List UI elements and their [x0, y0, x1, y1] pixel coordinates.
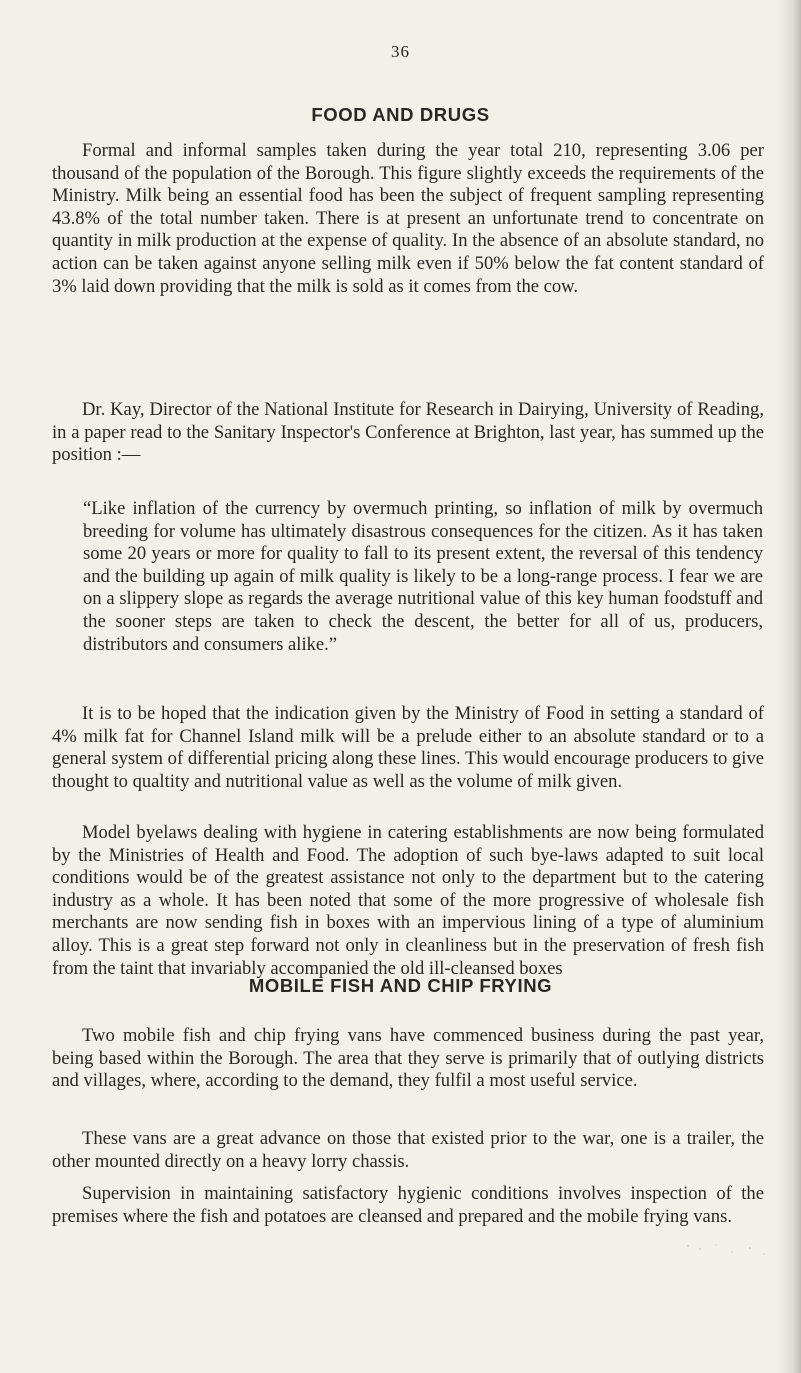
- section-heading-food-and-drugs: FOOD AND DRUGS: [311, 104, 490, 125]
- paragraph-dr-kay: Dr. Kay, Director of the National Institute for Research in Dairying, University of Reading, in a paper read to the Sanitary Inspector's Conference at Brighton, last year, has summed up the position :—: [52, 399, 764, 466]
- page-edge-shadow: [779, 0, 801, 1373]
- paragraph-sampling: Formal and informal samples taken during the year total 210, representing 3.06 per thousand of the population of the Borough. This figure slightly exceeds the requirements of the Ministry. Milk being an essential food has been the subject of frequent sampling representing 43.8% of the total number taken. There is at present an unfortunate trend to concentrate on quantity in milk production at the expense of quality. In the absence of an absolute standard, no action can be taken against anyone selling milk even if 50% below the fat content standard of 3% laid down providing that the milk is sold as it comes from the cow.: [52, 140, 764, 297]
- paragraph-mobile-vans: Two mobile fish and chip frying vans have commenced business during the past year, being based within the Borough. The area that they serve is primarily that of outlying districts and villages, where, according to the demand, they fulfil a most useful service.: [52, 1025, 764, 1092]
- page-number: 36: [391, 42, 410, 61]
- scan-noise-marks: [680, 1240, 770, 1260]
- paragraph-vans-advance: These vans are a great advance on those that existed prior to the war, one is a trailer, the other mounted directly on a heavy lorry chassis.: [52, 1128, 764, 1172]
- paragraph-supervision: Supervision in maintaining satisfactory hygienic conditions involves inspection of the premises where the fish and potatoes are cleansed and prepared and the mobile frying vans.: [52, 1183, 764, 1227]
- paragraph-model-byelaws: Model byelaws dealing with hygiene in catering establishments are now being formulated by the Ministries of Health and Food. The adoption of such bye-laws adapted to suit local conditions would be of the greatest assistance not only to the department but to the catering industry as a whole. It has been noted that some of the more progressive of wholesale fish merchants are now sending fish in boxes with an impervious lining of a type of aluminium alloy. This is a great step forward not only in cleanliness but in the preservation of fresh fish from the taint that invariably accompanied the old ill-cleansed boxes: [52, 822, 764, 979]
- paragraph-ministry-standard: It is to be hoped that the indication given by the Ministry of Food in setting a standard of 4% milk fat for Channel Island milk will be a prelude either to an absolute standard or to a general system of differential pricing along these lines. This would encourage producers to give thought to qualtity and nutritional value as well as the volume of milk given.: [52, 703, 764, 792]
- paragraph-quotation: “Like inflation of the currency by overmuch printing, so inflation of milk by overmuch breeding for volume has ultimately disastrous consequences for the citizen. As it has taken some 20 years or more for quality to fall to its present extent, the reversal of this tendency and the building up again of milk quality is likely to be a long-range process. I fear we are on a slippery slope as regards the average nutritional value of this key human foodstuff and the sooner steps are taken to check the descent, the better for all of us, producers, distributors and consumers alike.”: [83, 498, 763, 655]
- section-heading-mobile-fish-and-chip-frying: MOBILE FISH AND CHIP FRYING: [248, 975, 553, 996]
